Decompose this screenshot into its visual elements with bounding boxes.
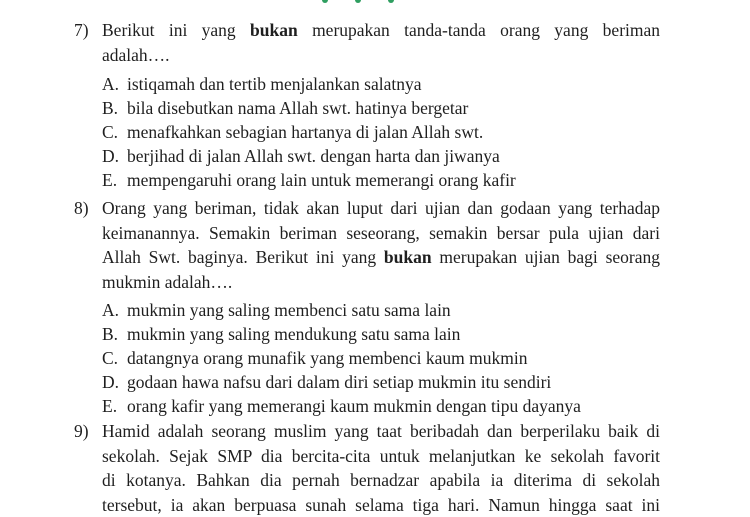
option-b[interactable]	[102, 96, 660, 120]
option-text: mempengaruhi orang lain untuk memerangi orang kafir	[127, 170, 516, 190]
option-c[interactable]	[102, 120, 660, 144]
option-letter: D.	[102, 144, 127, 168]
question-number: 9)	[74, 419, 100, 444]
stem-line: mukmin adalah….	[102, 270, 660, 295]
option-text: mukmin yang saling membenci satu sama lain	[127, 300, 451, 320]
dot-mark	[355, 0, 361, 3]
stem-line: Orang yang beriman, tidak akan luput dari ujian dan godaan yang terhadap	[102, 196, 660, 221]
option-letter: A.	[102, 72, 127, 96]
option-letter: C.	[102, 120, 127, 144]
stem-line: Berikut ini yang bukan merupakan tanda-tanda orang yang beriman	[102, 18, 660, 43]
option-letter: E.	[102, 394, 127, 418]
option-d[interactable]	[102, 370, 660, 394]
option-text: berjihad di jalan Allah swt. dengan harta dan jiwanya	[127, 146, 500, 166]
option-letter: C.	[102, 346, 127, 370]
option-text: bila disebutkan nama Allah swt. hatinya bergetar	[127, 98, 468, 118]
question-stem	[102, 196, 660, 294]
emphasis-bukan: bukan	[384, 247, 432, 267]
option-e[interactable]	[102, 394, 660, 418]
option-d[interactable]	[102, 144, 660, 168]
question-number: 8)	[74, 196, 100, 221]
dot-mark	[388, 0, 394, 3]
option-a[interactable]	[102, 298, 660, 322]
dot-mark	[322, 0, 328, 3]
option-text: menafkahkan sebagian hartanya di jalan Allah swt.	[127, 122, 483, 142]
option-letter: A.	[102, 298, 127, 322]
option-text: datangnya orang munafik yang membenci kaum mukmin	[127, 348, 527, 368]
stem-line-partial: tersebut, ia akan berpuasa sunah selama tiga hari. Namun hingga saat ini	[102, 493, 660, 517]
option-text: orang kafir yang memerangi kaum mukmin dengan tipu dayanya	[127, 396, 581, 416]
stem-line: sekolah. Sejak SMP dia bercita-cita untuk melanjutkan ke sekolah favorit	[102, 444, 660, 469]
option-letter: E.	[102, 168, 127, 192]
question-number: 7)	[74, 18, 100, 43]
answer-options	[102, 72, 660, 192]
option-letter: B.	[102, 96, 127, 120]
stem-line: di kotanya. Bahkan dia pernah bernadzar apabila ia diterima di sekolah	[102, 468, 660, 493]
option-c[interactable]	[102, 346, 660, 370]
stem-line: keimanannya. Semakin beriman seseorang, semakin bersar pula ujian dari	[102, 221, 660, 246]
option-letter: D.	[102, 370, 127, 394]
answer-options	[102, 298, 660, 418]
emphasis-bukan: bukan	[250, 20, 298, 40]
option-letter: B.	[102, 322, 127, 346]
question-stem	[102, 419, 660, 517]
stem-line: Allah Swt. baginya. Berikut ini yang bukan merupakan ujian bagi seorang	[102, 245, 660, 270]
option-text: godaan hawa nafsu dari dalam diri setiap mukmin itu sendiri	[127, 372, 551, 392]
option-text: mukmin yang saling mendukung satu sama lain	[127, 324, 460, 344]
option-b[interactable]	[102, 322, 660, 346]
stem-line: adalah….	[102, 43, 660, 68]
option-a[interactable]	[102, 72, 660, 96]
option-e[interactable]	[102, 168, 660, 192]
option-text: istiqamah dan tertib menjalankan salatnya	[127, 74, 421, 94]
question-stem	[102, 18, 660, 67]
stem-line: Hamid adalah seorang muslim yang taat beribadah dan berperilaku baik di	[102, 419, 660, 444]
top-edge-mark	[0, 0, 750, 10]
